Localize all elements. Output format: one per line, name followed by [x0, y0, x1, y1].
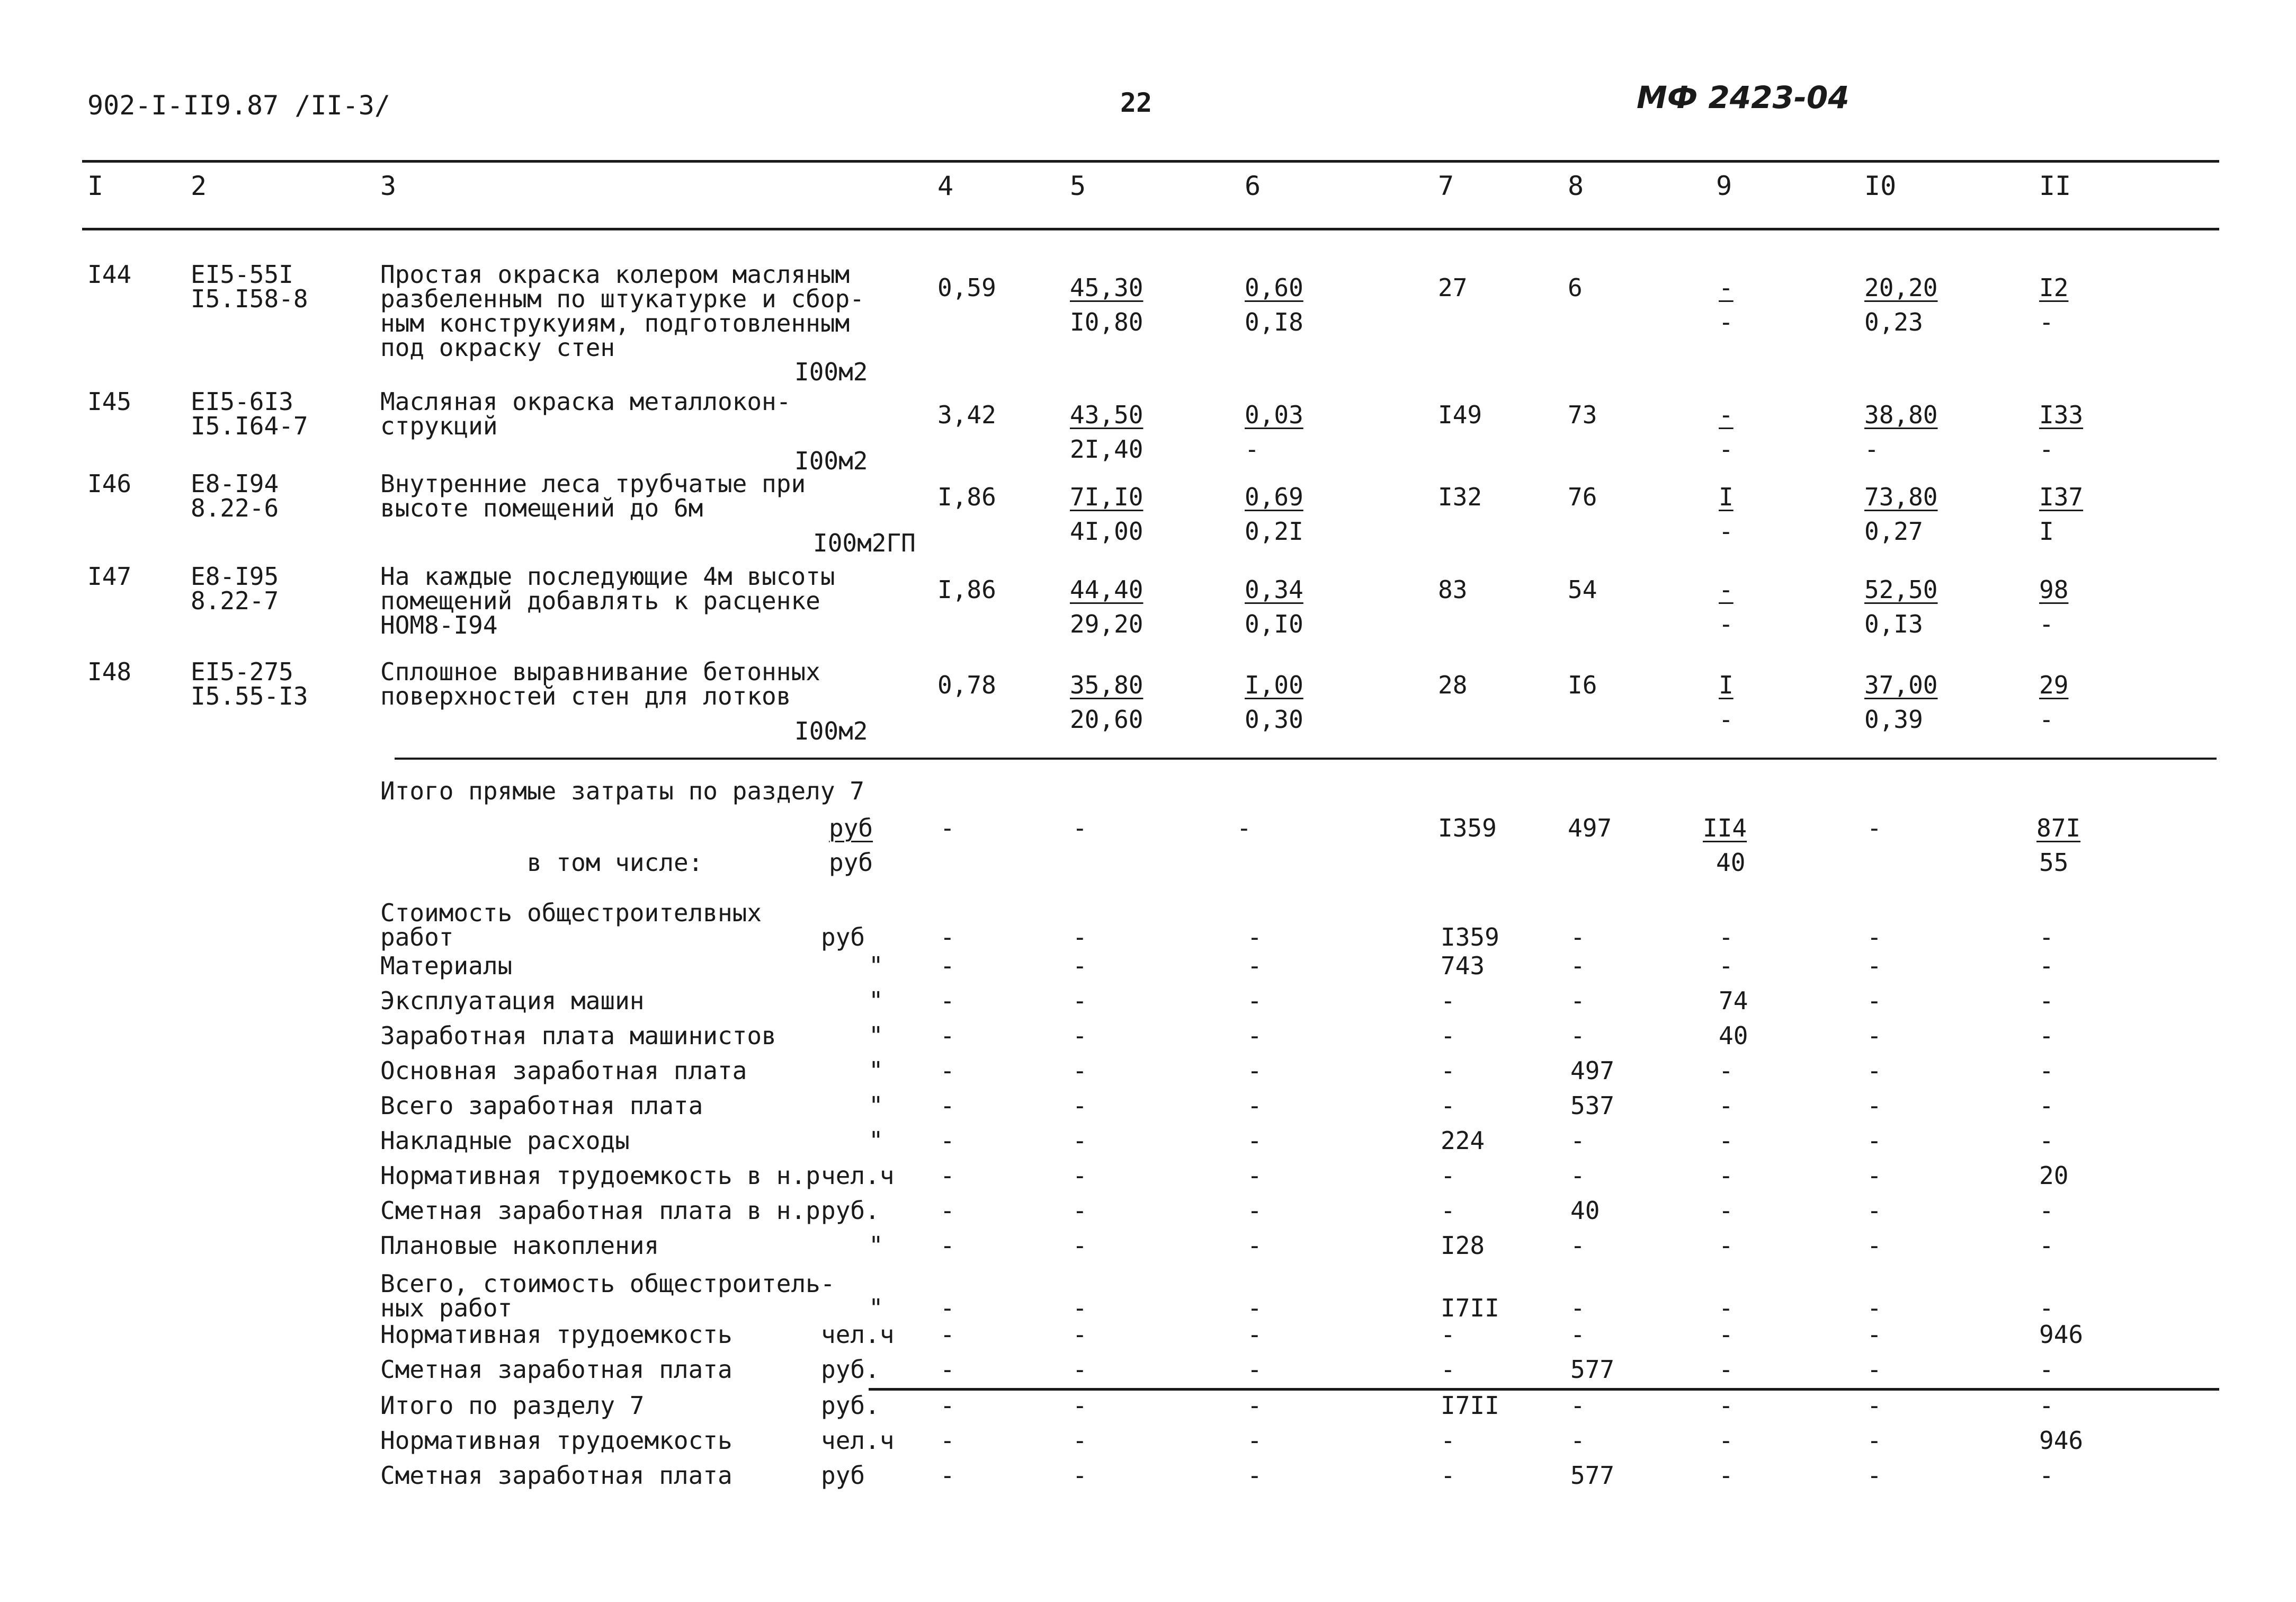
summary-c11-bottom: 55 — [2039, 848, 2069, 877]
breakdown-c4: - — [940, 1021, 955, 1050]
item-price-top: 43,50 — [1070, 400, 1143, 429]
item-c11-bottom: I — [2039, 517, 2054, 546]
breakdown-unit: " — [869, 1231, 883, 1260]
item-machines-bottom: - — [1245, 435, 1259, 464]
item-total-cost: 83 — [1438, 575, 1468, 604]
summary-c10: - — [1867, 814, 1882, 842]
including-label: в том числе: — [527, 848, 703, 877]
totals-unit: чел.ч — [821, 1426, 895, 1455]
item-labor-bottom: - — [1864, 435, 1879, 464]
item-machines-bottom: 0,I8 — [1245, 308, 1303, 336]
breakdown-c4: - — [940, 1320, 955, 1349]
item-number: I45 — [87, 387, 132, 416]
item-labor-bottom: 0,27 — [1864, 517, 1923, 546]
breakdown-c8: - — [1570, 951, 1585, 980]
breakdown-c6: - — [1247, 1021, 1262, 1050]
breakdown-c10: - — [1867, 1320, 1882, 1349]
breakdown-c10: - — [1867, 1196, 1882, 1225]
breakdown-c6: - — [1247, 1320, 1262, 1349]
item-price-bottom: 4I,00 — [1070, 517, 1143, 546]
breakdown-c7: - — [1441, 986, 1455, 1015]
breakdown-unit: " — [869, 1056, 883, 1085]
breakdown-unit: " — [869, 1091, 883, 1120]
summary-c11-top: 87I — [2036, 814, 2081, 842]
column-number-7: 7 — [1438, 171, 1454, 201]
item-quantity: I,86 — [937, 575, 996, 604]
breakdown-c11: - — [2039, 951, 2054, 980]
item-c9-bottom: - — [1719, 610, 1734, 638]
breakdown-c11: - — [2039, 1355, 2054, 1384]
breakdown-c10: - — [1867, 1056, 1882, 1085]
totals-c6: - — [1247, 1461, 1262, 1490]
item-number: I44 — [87, 260, 132, 289]
column-number-8: 8 — [1568, 171, 1584, 201]
breakdown-c5: - — [1073, 1355, 1087, 1384]
totals-unit: руб. — [821, 1391, 880, 1420]
item-description: Простая окраска колером масляным разбеленным по штукатурке и сбор- ным конструкуиям, подготовленным под окраску стен — [380, 260, 864, 362]
breakdown-c4: - — [940, 1196, 955, 1225]
breakdown-c9: 74 — [1719, 986, 1748, 1015]
totals-c5: - — [1073, 1391, 1087, 1420]
item-price-top: 45,30 — [1070, 273, 1143, 302]
totals-c4: - — [940, 1426, 955, 1455]
breakdown-c8: - — [1570, 1021, 1585, 1050]
breakdown-c7: I28 — [1441, 1231, 1485, 1260]
breakdown-c10: - — [1867, 1126, 1882, 1155]
item-code-line: I5.I58-8 — [191, 284, 308, 313]
totals-c8: - — [1570, 1426, 1585, 1455]
breakdown-c5: - — [1073, 1056, 1087, 1085]
totals-c7: I7II — [1441, 1391, 1499, 1420]
breakdown-c5: - — [1073, 1091, 1087, 1120]
breakdown-c4: - — [940, 923, 955, 951]
breakdown-c11: - — [2039, 1231, 2054, 1260]
summary-c4: - — [940, 814, 955, 842]
column-number-3: 3 — [380, 171, 397, 201]
totals-label: Итого по разделу 7 — [380, 1391, 645, 1420]
breakdown-c10: - — [1867, 1355, 1882, 1384]
item-machines-bottom: 0,2I — [1245, 517, 1303, 546]
item-c11-top: 98 — [2039, 575, 2069, 604]
breakdown-unit: " — [869, 1294, 883, 1322]
item-c9-top: - — [1719, 400, 1734, 429]
breakdown-c4: - — [940, 1056, 955, 1085]
totals-c10: - — [1867, 1426, 1882, 1455]
item-c11-top: I37 — [2039, 483, 2084, 511]
breakdown-c6: - — [1247, 986, 1262, 1015]
breakdown-unit: " — [869, 1126, 883, 1155]
breakdown-c5: - — [1073, 1231, 1087, 1260]
item-code-line: E8-I95 — [191, 562, 279, 591]
breakdown-c11: 20 — [2039, 1161, 2069, 1190]
totals-c5: - — [1073, 1461, 1087, 1490]
breakdown-c11: - — [2039, 1091, 2054, 1120]
breakdown-label: Всего заработная плата — [380, 1091, 703, 1120]
item-machines-top: I,00 — [1245, 671, 1303, 699]
item-code-line: I5.I64-7 — [191, 412, 308, 440]
totals-c8: 577 — [1570, 1461, 1615, 1490]
breakdown-c8: 497 — [1570, 1056, 1615, 1085]
summary-c9-top: II4 — [1703, 814, 1747, 842]
breakdown-label: Накладные расходы — [380, 1126, 630, 1155]
item-labor-bottom: 0,23 — [1864, 308, 1923, 336]
totals-c9: - — [1719, 1426, 1734, 1455]
breakdown-c4: - — [940, 951, 955, 980]
item-price-top: 35,80 — [1070, 671, 1143, 699]
breakdown-c4: - — [940, 1294, 955, 1322]
breakdown-c9: - — [1719, 1231, 1734, 1260]
breakdown-c7: - — [1441, 1161, 1455, 1190]
breakdown-c10: - — [1867, 1161, 1882, 1190]
item-quantity: 3,42 — [937, 400, 996, 429]
breakdown-c4: - — [940, 986, 955, 1015]
breakdown-label: Материалы — [380, 951, 513, 980]
breakdown-c8: - — [1570, 986, 1585, 1015]
item-c9-bottom: - — [1719, 435, 1734, 464]
item-c11-bottom: - — [2039, 435, 2054, 464]
breakdown-c6: - — [1247, 951, 1262, 980]
totals-top-rule — [869, 1388, 2219, 1391]
item-total-cost: 28 — [1438, 671, 1468, 699]
breakdown-unit: " — [869, 951, 883, 980]
breakdown-c5: - — [1073, 1161, 1087, 1190]
breakdown-c9: - — [1719, 1196, 1734, 1225]
breakdown-label: Нормативная трудоемкость в н.р — [380, 1161, 820, 1190]
item-c11-bottom: - — [2039, 705, 2054, 734]
item-price-top: 44,40 — [1070, 575, 1143, 604]
breakdown-c10: - — [1867, 1294, 1882, 1322]
item-unit: I00м2 — [794, 717, 868, 745]
breakdown-c5: - — [1073, 1126, 1087, 1155]
breakdown-c9: - — [1719, 1355, 1734, 1384]
totals-c7: - — [1441, 1461, 1455, 1490]
item-code-line: 8.22-6 — [191, 494, 279, 522]
breakdown-label: Сметная заработная плата — [380, 1355, 732, 1384]
breakdown-c4: - — [940, 1231, 955, 1260]
item-wage: 54 — [1568, 575, 1597, 604]
item-wage: 73 — [1568, 400, 1597, 429]
column-number-2: 2 — [191, 171, 207, 201]
item-code-line: 8.22-7 — [191, 586, 279, 615]
summary-c9-bottom: 40 — [1716, 848, 1746, 877]
item-labor-bottom: 0,I3 — [1864, 610, 1923, 638]
item-c11-bottom: - — [2039, 610, 2054, 638]
totals-c7: - — [1441, 1426, 1455, 1455]
breakdown-c4: - — [940, 1091, 955, 1120]
item-price-top: 7I,I0 — [1070, 483, 1143, 511]
breakdown-c5: - — [1073, 951, 1087, 980]
column-number-4: 4 — [937, 171, 954, 201]
breakdown-c9: - — [1719, 1161, 1734, 1190]
item-wage: 6 — [1568, 273, 1583, 302]
breakdown-c9: - — [1719, 1320, 1734, 1349]
breakdown-c8: - — [1570, 1320, 1585, 1349]
item-number: I46 — [87, 469, 132, 498]
column-number-11: II — [2039, 171, 2071, 201]
breakdown-c10: - — [1867, 923, 1882, 951]
breakdown-c6: - — [1247, 1196, 1262, 1225]
breakdown-c7: - — [1441, 1091, 1455, 1120]
totals-c6: - — [1247, 1391, 1262, 1420]
item-code-line: E8-I94 — [191, 469, 279, 498]
header-bottom-rule — [82, 228, 2219, 230]
breakdown-c8: - — [1570, 923, 1585, 951]
item-description: Внутренние леса трубчатые при высоте помещений до 6м — [380, 469, 806, 522]
breakdown-label: Основная заработная плата — [380, 1056, 747, 1085]
breakdown-c7: 224 — [1441, 1126, 1485, 1155]
item-c11-top: I33 — [2039, 400, 2084, 429]
totals-c10: - — [1867, 1391, 1882, 1420]
breakdown-c6: - — [1247, 1294, 1262, 1322]
item-description: Масляная окраска металлокон- струкций — [380, 387, 791, 440]
summary-unit: руб — [829, 814, 873, 842]
breakdown-c11: - — [2039, 1294, 2054, 1322]
item-machines-top: 0,03 — [1245, 400, 1303, 429]
breakdown-c4: - — [940, 1126, 955, 1155]
breakdown-c5: - — [1073, 923, 1087, 951]
breakdown-c8: - — [1570, 1161, 1585, 1190]
totals-c5: - — [1073, 1426, 1087, 1455]
column-number-10: I0 — [1864, 171, 1897, 201]
breakdown-unit: чел.ч — [821, 1161, 895, 1190]
item-c11-top: 29 — [2039, 671, 2069, 699]
totals-c4: - — [940, 1391, 955, 1420]
breakdown-c6: - — [1247, 923, 1262, 951]
breakdown-c11: - — [2039, 1126, 2054, 1155]
totals-label: Нормативная трудоемкость — [380, 1426, 732, 1455]
item-unit: I00м2 — [794, 358, 868, 386]
item-wage: I6 — [1568, 671, 1597, 699]
breakdown-c5: - — [1073, 1294, 1087, 1322]
item-code-line: EI5-6I3 — [191, 387, 293, 416]
totals-c11: 946 — [2039, 1426, 2084, 1455]
breakdown-c10: - — [1867, 1231, 1882, 1260]
breakdown-c10: - — [1867, 986, 1882, 1015]
item-labor-top: 52,50 — [1864, 575, 1938, 604]
breakdown-label: Плановые накопления — [380, 1231, 659, 1260]
item-unit: I00м2 — [794, 447, 868, 475]
totals-c11: - — [2039, 1391, 2054, 1420]
breakdown-c11: - — [2039, 986, 2054, 1015]
totals-label: Сметная заработная плата — [380, 1461, 732, 1490]
item-code-line: EI5-275 — [191, 657, 293, 686]
item-quantity: 0,78 — [937, 671, 996, 699]
summary-c8: 497 — [1568, 814, 1612, 842]
summary-title: Итого прямые затраты по разделу 7 — [380, 777, 864, 805]
breakdown-c8: - — [1570, 1126, 1585, 1155]
header-top-rule — [82, 160, 2219, 163]
totals-c9: - — [1719, 1461, 1734, 1490]
breakdown-c6: - — [1247, 1355, 1262, 1384]
item-c9-bottom: - — [1719, 705, 1734, 734]
breakdown-label: Эксплуатация машин — [380, 986, 645, 1015]
breakdown-c9: - — [1719, 951, 1734, 980]
breakdown-c5: - — [1073, 1320, 1087, 1349]
item-quantity: I,86 — [937, 483, 996, 511]
handwritten-code: МФ 2423-04 — [1637, 79, 1850, 115]
item-price-bottom: 2I,40 — [1070, 435, 1143, 464]
item-machines-bottom: 0,I0 — [1245, 610, 1303, 638]
summary-c7: I359 — [1438, 814, 1497, 842]
item-unit: I00м2ГП — [813, 529, 916, 557]
breakdown-c4: - — [940, 1355, 955, 1384]
item-number: I48 — [87, 657, 132, 686]
breakdown-c7: - — [1441, 1021, 1455, 1050]
breakdown-c5: - — [1073, 986, 1087, 1015]
breakdown-c11: - — [2039, 923, 2054, 951]
breakdown-unit: руб. — [821, 1196, 880, 1225]
breakdown-c7: I7II — [1441, 1294, 1499, 1322]
breakdown-c10: - — [1867, 951, 1882, 980]
page-number: 22 — [1120, 87, 1153, 118]
item-machines-top: 0,34 — [1245, 575, 1303, 604]
item-total-cost: I49 — [1438, 400, 1482, 429]
breakdown-c9: - — [1719, 923, 1734, 951]
including-unit: руб — [829, 848, 873, 877]
item-c9-top: - — [1719, 575, 1734, 604]
breakdown-label: Сметная заработная плата в н.р — [380, 1196, 820, 1225]
item-wage: 76 — [1568, 483, 1597, 511]
breakdown-label: Всего, стоимость общестроитель- ных работ — [380, 1269, 835, 1322]
item-machines-bottom: 0,30 — [1245, 705, 1303, 734]
item-code-line: I5.55-I3 — [191, 682, 308, 710]
breakdown-unit: чел.ч — [821, 1320, 895, 1349]
totals-c4: - — [940, 1461, 955, 1490]
item-total-cost: I32 — [1438, 483, 1482, 511]
item-description: Сплошное выравнивание бетонных поверхностей стен для лотков — [380, 657, 820, 710]
breakdown-c7: - — [1441, 1320, 1455, 1349]
item-c9-top: I — [1719, 671, 1734, 699]
breakdown-c6: - — [1247, 1231, 1262, 1260]
item-description: На каждые последующие 4м высоты помещений добавлять к расценке НОМ8-I94 — [380, 562, 835, 639]
breakdown-c7: I359 — [1441, 923, 1499, 951]
item-c11-bottom: - — [2039, 308, 2054, 336]
item-c9-bottom: - — [1719, 517, 1734, 546]
breakdown-c7: - — [1441, 1355, 1455, 1384]
breakdown-label: Стоимость общестроителвных работ — [380, 898, 762, 951]
item-code-line: EI5-55I — [191, 260, 293, 289]
breakdown-label: Нормативная трудоемкость — [380, 1320, 732, 1349]
document-code: 902-I-II9.87 /II-3/ — [87, 90, 390, 121]
breakdown-unit: руб — [821, 923, 865, 951]
totals-c10: - — [1867, 1461, 1882, 1490]
breakdown-c11: 946 — [2039, 1320, 2084, 1349]
breakdown-c4: - — [940, 1161, 955, 1190]
breakdown-c7: - — [1441, 1056, 1455, 1085]
breakdown-c6: - — [1247, 1161, 1262, 1190]
summary-c6: - — [1237, 814, 1252, 842]
totals-c6: - — [1247, 1426, 1262, 1455]
totals-unit: руб — [821, 1461, 865, 1490]
breakdown-c8: 537 — [1570, 1091, 1615, 1120]
breakdown-c7: 743 — [1441, 951, 1485, 980]
item-labor-top: 20,20 — [1864, 273, 1938, 302]
column-number-5: 5 — [1070, 171, 1086, 201]
breakdown-c6: - — [1247, 1091, 1262, 1120]
breakdown-c9: - — [1719, 1294, 1734, 1322]
item-labor-top: 73,80 — [1864, 483, 1938, 511]
breakdown-c9: - — [1719, 1056, 1734, 1085]
breakdown-c6: - — [1247, 1126, 1262, 1155]
item-quantity: 0,59 — [937, 273, 996, 302]
column-number-1: I — [87, 171, 104, 201]
column-number-9: 9 — [1716, 171, 1732, 201]
column-number-6: 6 — [1245, 171, 1261, 201]
breakdown-c11: - — [2039, 1021, 2054, 1050]
item-labor-bottom: 0,39 — [1864, 705, 1923, 734]
breakdown-c11: - — [2039, 1056, 2054, 1085]
breakdown-c9: - — [1719, 1126, 1734, 1155]
breakdown-c11: - — [2039, 1196, 2054, 1225]
breakdown-c6: - — [1247, 1056, 1262, 1085]
breakdown-c7: - — [1441, 1196, 1455, 1225]
item-c9-top: I — [1719, 483, 1734, 511]
breakdown-label: Заработная плата машинистов — [380, 1021, 776, 1050]
item-total-cost: 27 — [1438, 273, 1468, 302]
item-price-bottom: 29,20 — [1070, 610, 1143, 638]
summary-c5: - — [1073, 814, 1087, 842]
item-number: I47 — [87, 562, 132, 591]
totals-c8: - — [1570, 1391, 1585, 1420]
item-price-bottom: I0,80 — [1070, 308, 1143, 336]
totals-c9: - — [1719, 1391, 1734, 1420]
totals-c11: - — [2039, 1461, 2054, 1490]
item-c11-top: I2 — [2039, 273, 2069, 302]
breakdown-c8: 577 — [1570, 1355, 1615, 1384]
breakdown-unit: руб. — [821, 1355, 880, 1384]
item-price-bottom: 20,60 — [1070, 705, 1143, 734]
breakdown-c8: 40 — [1570, 1196, 1600, 1225]
item-labor-top: 38,80 — [1864, 400, 1938, 429]
item-machines-top: 0,69 — [1245, 483, 1303, 511]
breakdown-c5: - — [1073, 1196, 1087, 1225]
breakdown-unit: " — [869, 986, 883, 1015]
item-c9-top: - — [1719, 273, 1734, 302]
item-c9-bottom: - — [1719, 308, 1734, 336]
item-labor-top: 37,00 — [1864, 671, 1938, 699]
breakdown-c9: 40 — [1719, 1021, 1748, 1050]
breakdown-c8: - — [1570, 1231, 1585, 1260]
breakdown-c10: - — [1867, 1091, 1882, 1120]
breakdown-c8: - — [1570, 1294, 1585, 1322]
breakdown-c5: - — [1073, 1021, 1087, 1050]
items-bottom-rule — [395, 758, 2217, 760]
breakdown-c10: - — [1867, 1021, 1882, 1050]
breakdown-c9: - — [1719, 1091, 1734, 1120]
breakdown-unit: " — [869, 1021, 883, 1050]
item-machines-top: 0,60 — [1245, 273, 1303, 302]
